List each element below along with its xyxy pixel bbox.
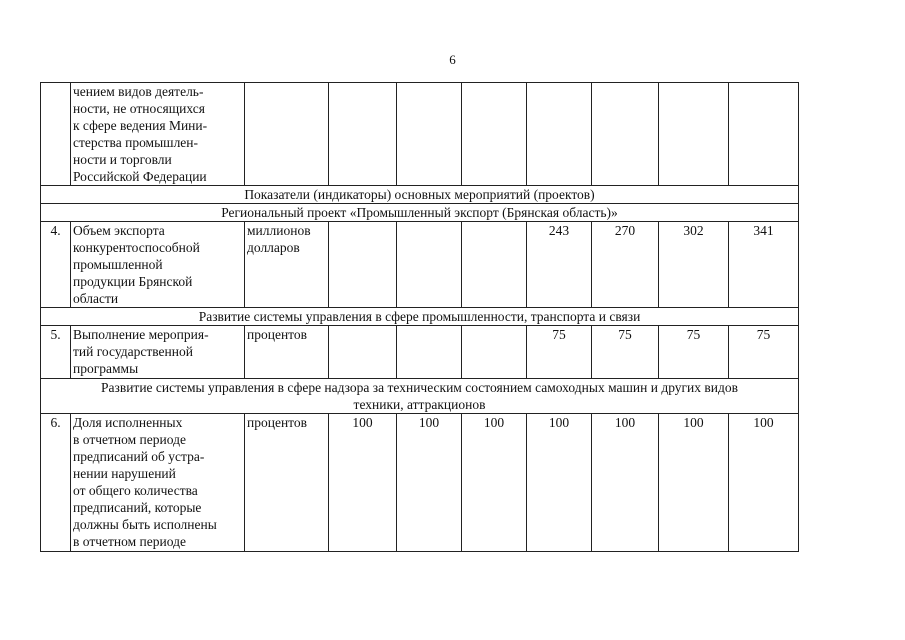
value-cell: 100 <box>527 414 592 552</box>
value-cell: 75 <box>659 326 729 379</box>
value-cell <box>397 222 462 308</box>
value-cell <box>659 83 729 186</box>
section-heading: Развитие системы управления в сфере промышленности, транспорта и связи <box>41 308 799 326</box>
value-cell: 243 <box>527 222 592 308</box>
value-cell: 100 <box>462 414 527 552</box>
value-cell <box>397 326 462 379</box>
value-cell: 100 <box>592 414 659 552</box>
row-number-cell: 6. <box>41 414 71 552</box>
row-number-cell <box>41 83 71 186</box>
table-row <box>41 326 799 379</box>
section-row <box>41 186 799 204</box>
value-cell <box>462 326 527 379</box>
value-cell: 100 <box>329 414 397 552</box>
unit-cell: миллионов долларов <box>245 222 329 308</box>
section-heading: Развитие системы управления в сфере надзора за техническим состоянием самоходных машин и других видов техники, аттракционов <box>41 379 799 414</box>
value-cell <box>527 83 592 186</box>
section-row <box>41 379 799 414</box>
section-heading: Показатели (индикаторы) основных мероприятий (проектов) <box>41 186 799 204</box>
value-cell: 75 <box>527 326 592 379</box>
indicator-name-cell: чением видов деятель- ности, не относящихся к сфере ведения Мини- стерства промышлен- ности и торговли Российской Федерации <box>71 83 245 186</box>
unit-cell: процентов <box>245 326 329 379</box>
section-row <box>41 308 799 326</box>
section-heading: Региональный проект «Промышленный экспорт (Брянская область)» <box>41 204 799 222</box>
indicator-name-cell: Выполнение мероприя- тий государственной программы <box>71 326 245 379</box>
row-number-cell: 4. <box>41 222 71 308</box>
value-cell: 270 <box>592 222 659 308</box>
value-cell <box>397 83 462 186</box>
table-row <box>41 83 799 186</box>
table-row <box>41 222 799 308</box>
unit-cell <box>245 83 329 186</box>
indicator-name-cell: Доля исполненных в отчетном периоде предписаний об устра- нении нарушений от общего количества предписаний, которые должны быть исполнены в отчетном периоде <box>71 414 245 552</box>
value-cell: 100 <box>729 414 799 552</box>
value-cell <box>462 222 527 308</box>
value-cell: 302 <box>659 222 729 308</box>
unit-cell: процентов <box>245 414 329 552</box>
value-cell <box>592 83 659 186</box>
value-cell <box>462 83 527 186</box>
section-row <box>41 204 799 222</box>
value-cell: 75 <box>729 326 799 379</box>
value-cell: 75 <box>592 326 659 379</box>
value-cell: 341 <box>729 222 799 308</box>
value-cell: 100 <box>397 414 462 552</box>
indicators-table <box>40 82 799 552</box>
row-number-cell: 5. <box>41 326 71 379</box>
value-cell: 100 <box>659 414 729 552</box>
table-row <box>41 414 799 552</box>
page-number: 6 <box>449 52 456 67</box>
value-cell <box>329 326 397 379</box>
value-cell <box>329 222 397 308</box>
value-cell <box>729 83 799 186</box>
indicator-name-cell: Объем экспорта конкурентоспособной промышленной продукции Брянской области <box>71 222 245 308</box>
value-cell <box>329 83 397 186</box>
